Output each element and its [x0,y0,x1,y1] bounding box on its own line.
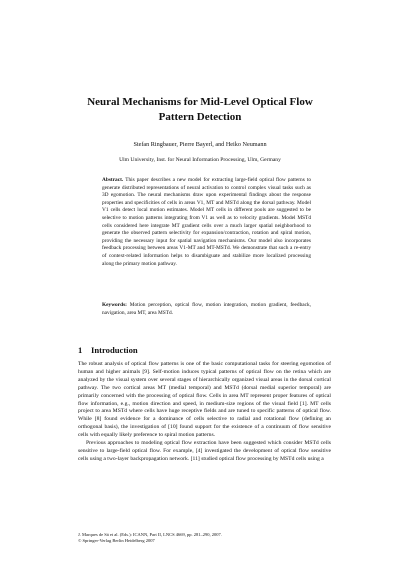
section-number: 1 [78,345,83,355]
keywords-text: Motion perception, optical flow, motion integration, motion gradient, feedback, navigation, area MT, area MSTd. [102,302,311,316]
section-heading [78,345,138,355]
footer-line-1: J. Marques de Sá et al. (Eds.): ICANN, Part II, LNCS 4669, pp. 281–290, 2007. [78,532,222,537]
affiliation: Ulm University, Inst. for Neural Information Processing, Ulm, Germany [119,157,281,163]
paper-title [60,95,340,125]
footer-line-2: © Springer-Verlag Berlin Heidelberg 2007 [78,538,155,543]
section-title: Introduction [91,345,138,355]
body-text [78,361,331,464]
abstract [102,177,311,268]
footer-citation [78,532,338,544]
title-line-1: Neural Mechanisms for Mid-Level Optical Flow [87,96,313,108]
paragraph: Previous approaches to modeling optical flow extraction have been suggested which consider MSTd cells sensitive to large-field optical flow. For example, [4] investigated the development of optical flow sensitive cells using a two-layer backpropagation network. [11] studied optical flow processing by MSTd cells using a [78,440,331,462]
author-list: Stefan Ringbauer, Pierre Bayerl, and Heiko Neumann [133,141,267,148]
abstract-text: This paper describes a new model for extracting large-field optical flow patterns to generate distributed representations of neural activation to control complex visual tasks such as 3D egomotion. The neural mechanisms draw upon experimental findings about the response properties and specificities of cells in areas V1, MT and MSTd along the dorsal pathway. Model V1 cells detect local motion estimates. Model MT cells in different pools are suggested to be selective to motion patterns integrating from V1 as well as to velocity gradients. Model MSTd cells considered here integrate MT gradient cells over a much larger spatial neighborhood to generate the observed pattern selectivity for expansion/contraction, rotation and spiral motion, providing the necessary input for spatial navigation mechanisms. Our model also incorporates feedback processing between areas V1-MT and MT-MSTd. We demonstrate that such a re-entry of context-related information helps to disambiguate and stabilize more localized processing along the primary motion pathway. [102,177,311,267]
abstract-label: Abstract. [102,177,124,183]
title-line-2: Pattern Detection [158,111,242,123]
keywords-label: Keywords: [102,302,127,308]
paragraph: The robust analysis of optical flow patterns is one of the basic computational tasks for steering egomotion of human and higher animals [9]. Self-motion induces typical patterns of optical flow on the retina which are analyzed by the visual system over several stages of hierarchically organized visual areas in the dorsal cortical pathway. The two cortical areas MT (medial temporal) and MSTd (dorsal medial superior temporal) are primarily concerned with the processing of optical flow. Cells in area MT represent proper features of optical flow information, e.g., motion direction and speed, in medium-size regions of the visual field [1]. MT cells project to area MSTd where cells have huge receptive fields and are tuned to specific patterns of optical flow. While [8] found evidence for a dominance of cells selective to radial and rotational flow (defining an orthogonal basis), the investigation of [10] found support for the existence of a continuum of flow sensitive cells with equally likely preference to spiral motion patterns. [78,361,331,439]
keywords [102,302,311,317]
